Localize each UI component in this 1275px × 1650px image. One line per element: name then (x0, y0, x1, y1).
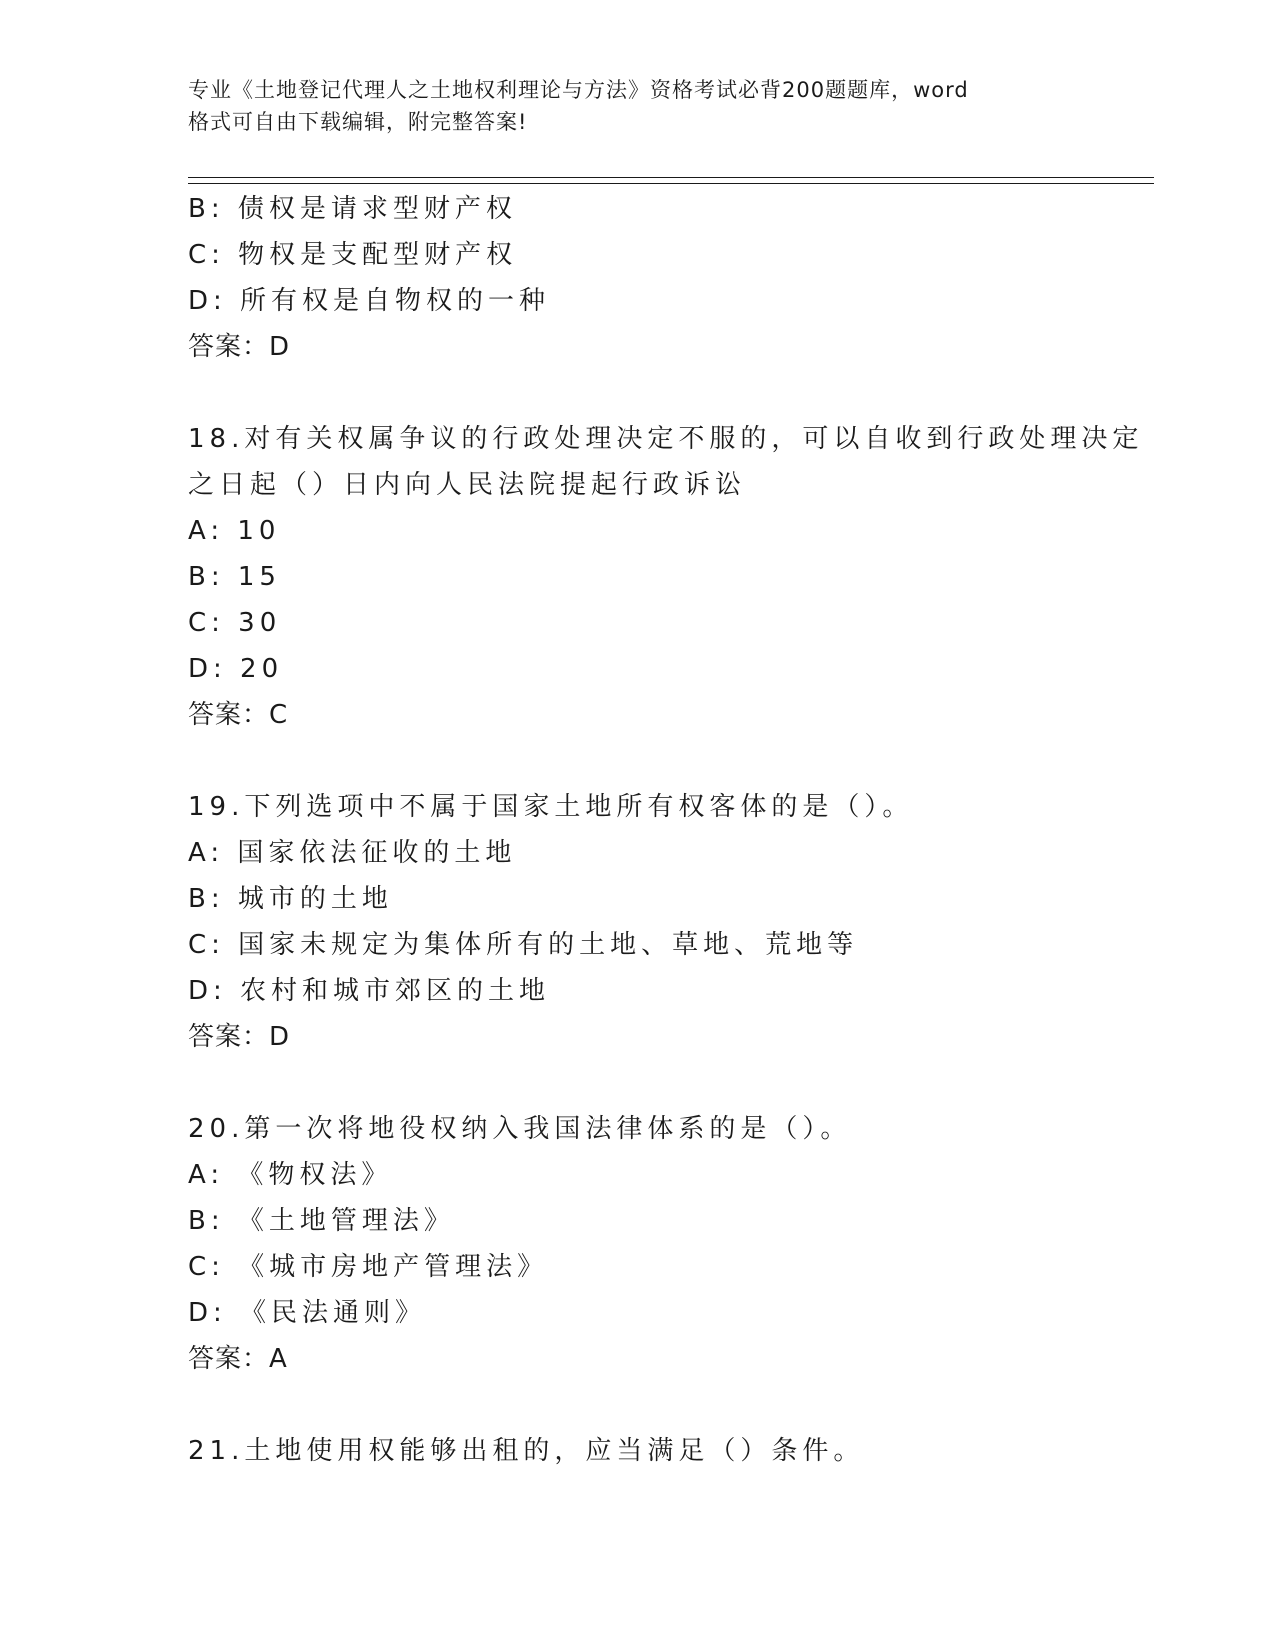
option-c: C: 国家未规定为集体所有的土地、草地、荒地等 (188, 930, 859, 960)
answer-line: 答案：D (188, 1022, 291, 1052)
question-stem-line-1: 18.对有关权属争议的行政处理决定不服的，可以自收到行政处理决定 (188, 424, 1144, 454)
spacer (188, 1060, 1088, 1106)
option-a: A: 国家依法征收的土地 (188, 838, 517, 868)
question-stem: 20.第一次将地役权纳入我国法律体系的是（）。 (188, 1114, 852, 1144)
header-divider-bottom (188, 183, 1154, 184)
option-c: C: 《城市房地产管理法》 (188, 1252, 549, 1282)
option-b: B: 债权是请求型财产权 (188, 194, 517, 224)
answer-line: 答案：A (188, 1344, 288, 1374)
answer-line: 答案：D (188, 332, 291, 362)
question-18 (188, 416, 1144, 738)
question-list (188, 186, 1144, 1474)
question-17-continued (188, 186, 1088, 370)
option-d: D: 《民法通则》 (188, 1298, 427, 1328)
document-header (188, 74, 1068, 138)
answer-line: 答案：C (188, 700, 289, 730)
question-20 (188, 1106, 1088, 1382)
option-c: C: 30 (188, 608, 282, 638)
option-b: B: 15 (188, 562, 281, 592)
question-stem: 19.下列选项中不属于国家土地所有权客体的是（）。 (188, 792, 914, 822)
question-21 (188, 1428, 1088, 1474)
question-stem: 21.土地使用权能够出租的，应当满足（）条件。 (188, 1436, 865, 1466)
spacer (188, 370, 1088, 416)
spacer (188, 1382, 1088, 1428)
option-a: A: 《物权法》 (188, 1160, 393, 1190)
option-b: B: 城市的土地 (188, 884, 393, 914)
question-stem-line-2: 之日起（）日内向人民法院提起行政诉讼 (188, 470, 747, 500)
header-line-1: 专业《土地登记代理人之土地权利理论与方法》资格考试必背200题题库，word (188, 78, 969, 102)
option-d: D: 20 (188, 654, 284, 684)
option-d: D: 所有权是自物权的一种 (188, 286, 551, 316)
option-a: A: 10 (188, 516, 281, 546)
option-b: B: 《土地管理法》 (188, 1206, 455, 1236)
question-19 (188, 784, 1088, 1060)
header-divider-top (188, 177, 1154, 178)
option-d: D: 农村和城市郊区的土地 (188, 976, 551, 1006)
option-c: C: 物权是支配型财产权 (188, 240, 518, 270)
header-line-2: 格式可自由下载编辑，附完整答案! (188, 110, 528, 134)
spacer (188, 738, 1088, 784)
